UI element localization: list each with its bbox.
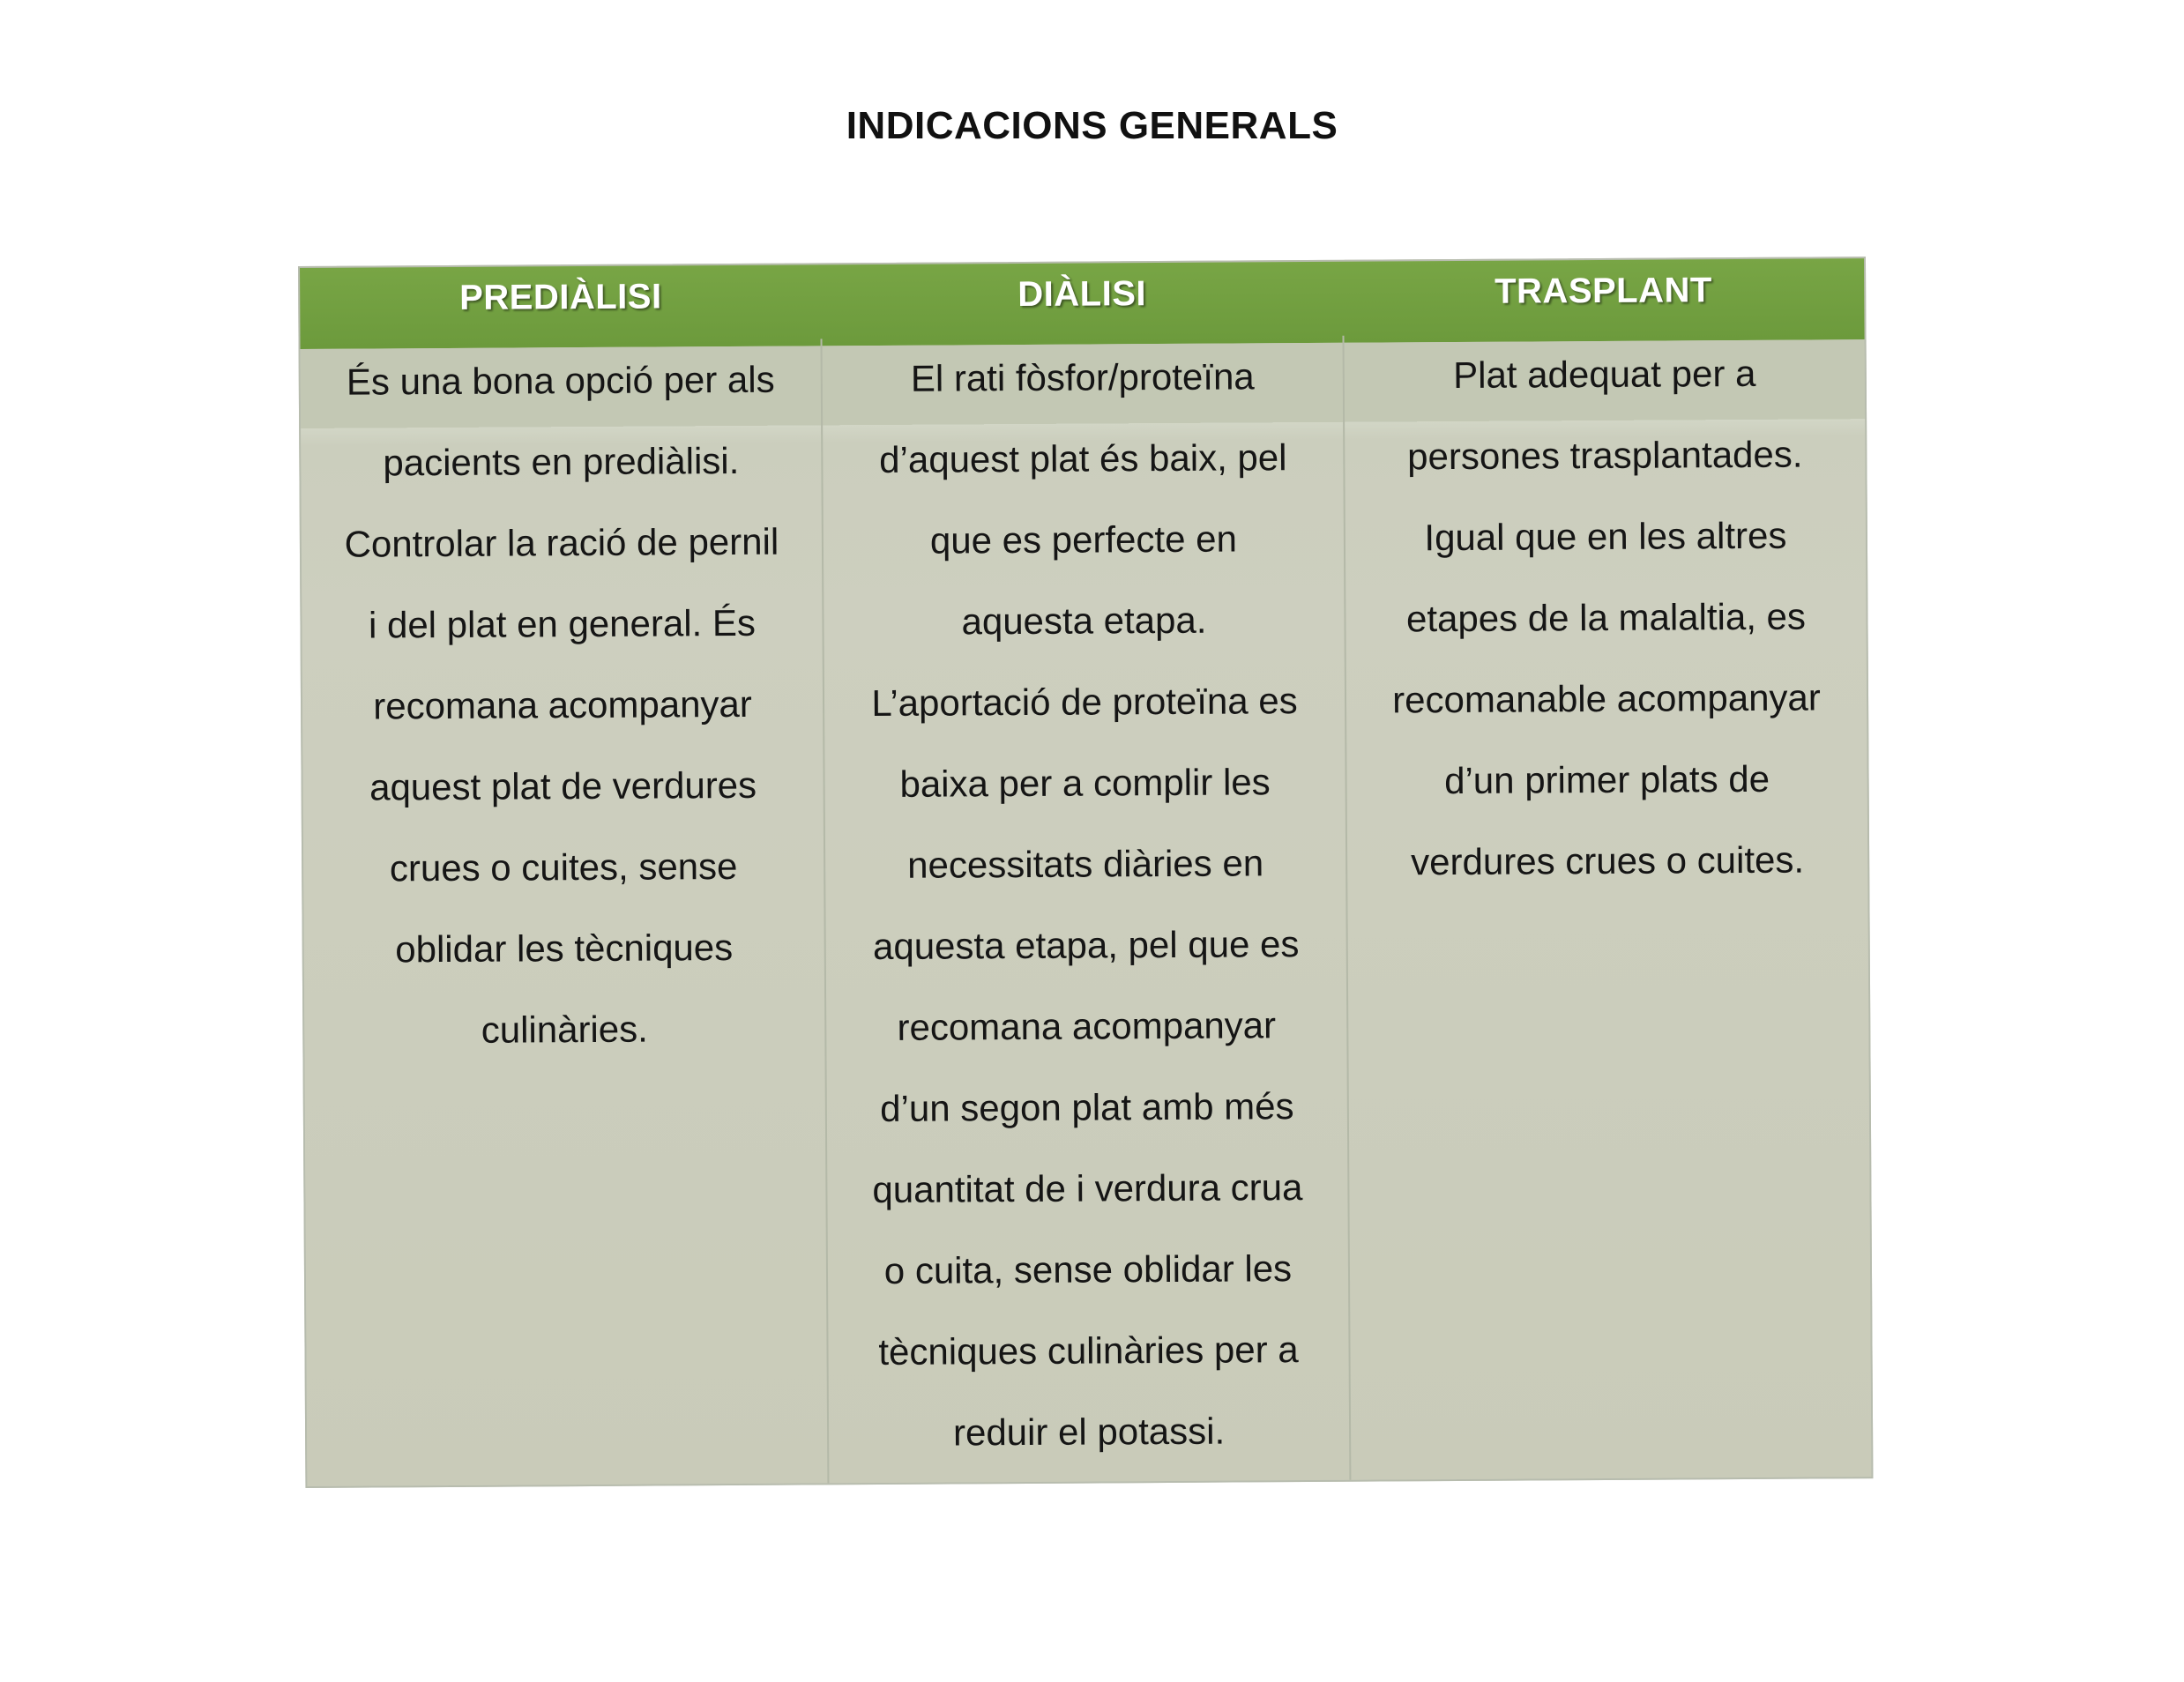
text-line: pacients en prediàlisi. [383, 439, 740, 484]
text-line: aquesta etapa, pel que es [872, 923, 1300, 968]
text-line: i del plat en general. És [368, 601, 757, 646]
text-line: etapes de la malaltia, es [1405, 595, 1807, 640]
text-line: recomana acompanyar [897, 1004, 1277, 1048]
text-line: persones trasplantades. [1407, 433, 1803, 478]
text-line: Controlar la ració de pernil [344, 520, 779, 565]
text-line: Igual que en les altres [1424, 514, 1787, 559]
text-line: recomana acompanyar [373, 682, 752, 727]
text-line: d’un primer plats de [1444, 757, 1770, 802]
text-line: culinàries. [481, 1008, 648, 1051]
cell-predialisi [301, 339, 830, 1486]
page-title: INDICACIONS GENERALS [846, 104, 1338, 147]
text-line: d’aquest plat és baix, pel [879, 436, 1287, 480]
text-line: baixa per a complir les [899, 761, 1271, 805]
text-line: o cuita, sense oblidar les [883, 1247, 1293, 1291]
cell-trasplant [1345, 332, 1872, 1480]
text-line: que es perfecte en [929, 517, 1238, 562]
text-line: L’aportació de proteïna es [871, 680, 1298, 725]
text-line: recomanable acompanyar [1392, 676, 1821, 721]
text-line: Plat adequat per a [1452, 352, 1756, 396]
header-trasplant: TRASPLANT [1495, 271, 1713, 311]
indications-table [298, 257, 1873, 1488]
text-line: quantitat de i verdura crua [872, 1166, 1303, 1211]
text-line: El rati fòsfor/proteïna [910, 355, 1255, 399]
text-line: tècniques culinàries per a [878, 1328, 1299, 1373]
text-line: necessitats diàries en [907, 842, 1264, 886]
text-line: És una bona opció per als [346, 358, 775, 403]
text-line: aquest plat de verdures [369, 763, 757, 808]
table-body-row [301, 339, 1872, 1486]
header-dialisi: DIÀLISI [1017, 274, 1147, 315]
text-line: d’un segon plat amb més [880, 1085, 1294, 1129]
text-line: reduir el potassi. [952, 1410, 1226, 1454]
text-line: verdures crues o cuites. [1411, 838, 1805, 883]
text-line: aquesta etapa. [961, 599, 1207, 643]
text-line: crues o cuites, sense [389, 845, 738, 889]
cell-dialisi [823, 336, 1352, 1484]
text-line: oblidar les tècniques [395, 927, 734, 971]
header-predialisi: PREDIÀLISI [459, 277, 662, 317]
